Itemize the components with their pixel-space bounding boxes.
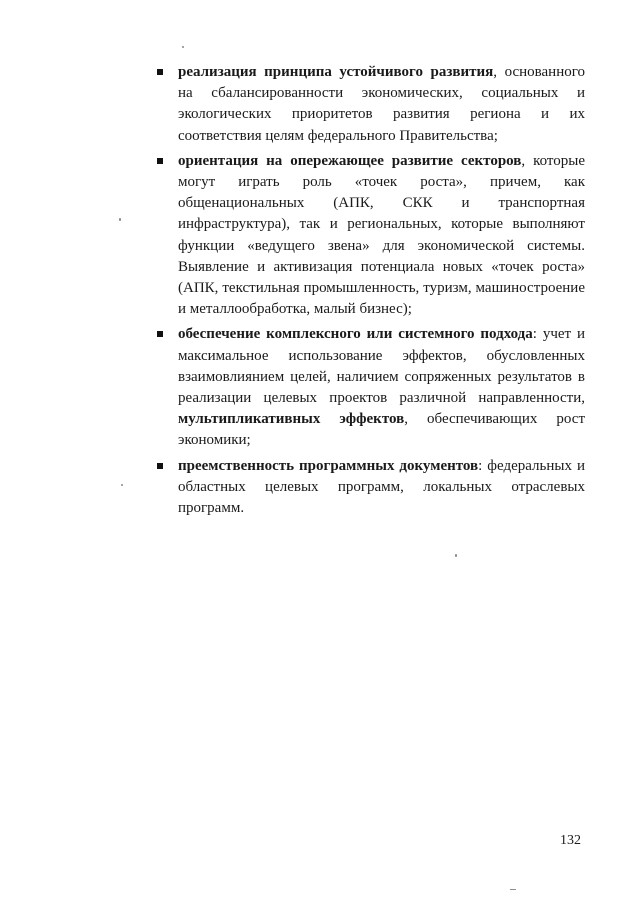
square-bullet-icon (157, 463, 163, 469)
scan-speck (121, 484, 123, 486)
item-text: , которые могут играть роль «точек роста», причем, как общенациональных (АПК, СКК и транспортная инфраструктура), так и региональных, которые выполняют функции «ведущего звена» для экономической системы. Выявление и активизация потенциала новых «точек роста» (АПК, текстильная промышленность, туризм, машиностроение и металлообработка, малый бизнес); (178, 152, 585, 318)
square-bullet-icon (157, 158, 163, 164)
list-item (155, 324, 585, 451)
principles-list (155, 62, 585, 519)
item-text: : федеральных и областных целевых программ, локальных отраслевых программ. (178, 457, 585, 517)
list-item (155, 456, 585, 520)
scan-speck (182, 46, 184, 48)
list-item (155, 151, 585, 321)
square-bullet-icon (157, 69, 163, 75)
page-number: 132 (560, 833, 581, 848)
item-text-continued: , обеспечивающих рост экономики; (178, 411, 585, 449)
square-bullet-icon (157, 331, 163, 337)
item-heading: преемственность программных документов (178, 457, 479, 474)
item-emphasis: мультипликативных эффектов (178, 411, 405, 428)
item-text: : учет и максимальное использование эффектов, обусловленных взаимовлиянием целей, наличием сопряженных результатов в реализации целевых проектов различной направленности, (178, 326, 585, 407)
item-text: , основанного на сбалансированности экономических, социальных и экологических приоритетов развития региона и их соответствия целям федерального Правительства; (178, 64, 586, 144)
list-item (155, 62, 585, 147)
item-heading: ориентация на опережающее развитие секторов (178, 152, 522, 169)
scan-speck (119, 218, 121, 221)
scan-speck (510, 889, 516, 890)
item-heading: обеспечение комплексного или системного подхода (178, 326, 533, 343)
scan-speck (455, 554, 457, 557)
item-heading: реализация принципа устойчивого развития (178, 64, 494, 80)
